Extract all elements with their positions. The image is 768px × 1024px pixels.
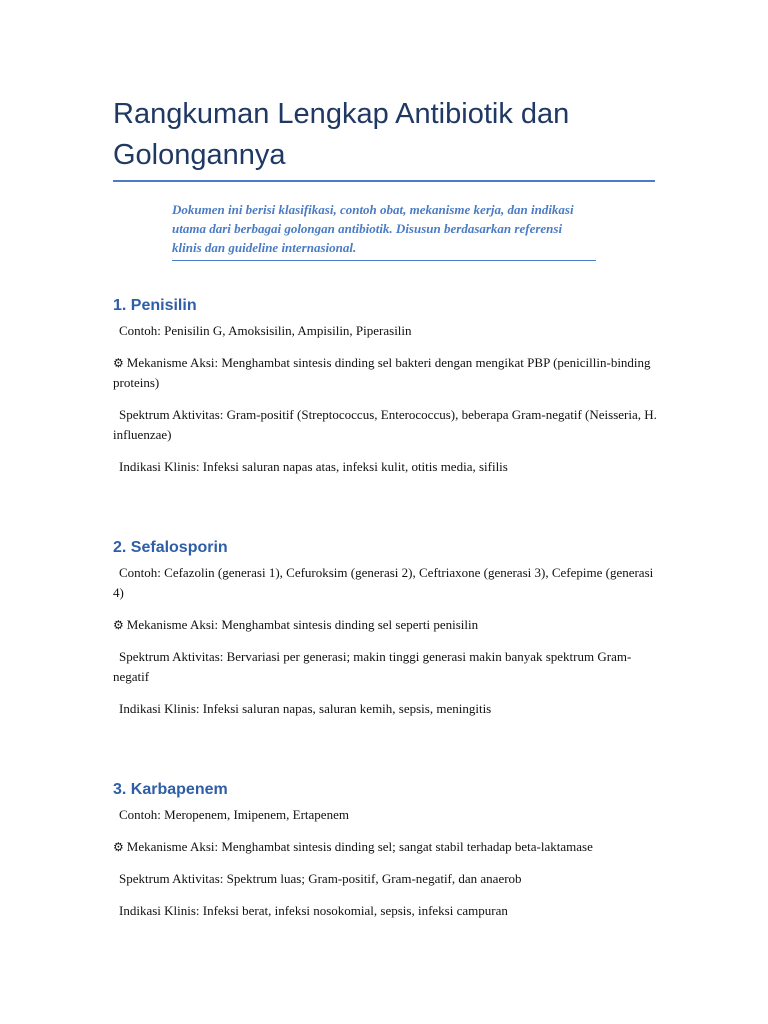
intro-quote: Dokumen ini berisi klasifikasi, contoh obat, mekanisme kerja, dan indikasi utama dari berbagai golongan antibiotik. Disusun berdasarkan referensi klinis dan guideline internasional. bbox=[172, 202, 574, 255]
intro-divider bbox=[172, 260, 596, 261]
spectrum-text: Spektrum Aktivitas: Spektrum luas; Gram-positif, Gram-negatif, dan anaerob bbox=[119, 871, 522, 886]
example-line bbox=[113, 805, 658, 825]
mechanism-text: Mekanisme Aksi: Menghambat sintesis dinding sel bakteri dengan mengikat PBP (penicillin-binding proteins) bbox=[113, 355, 651, 390]
indication-text: Indikasi Klinis: Infeksi saluran napas atas, infeksi kulit, otitis media, sifilis bbox=[119, 459, 508, 474]
section-penisilin bbox=[113, 296, 658, 489]
gear-icon: ⚙ bbox=[113, 840, 124, 854]
indication-line bbox=[113, 901, 658, 921]
gear-icon: ⚙ bbox=[113, 618, 124, 632]
spectrum-line bbox=[113, 405, 658, 445]
mechanism-line bbox=[113, 837, 658, 857]
spectrum-line bbox=[113, 647, 658, 687]
example-text: Contoh: Cefazolin (generasi 1), Cefuroksim (generasi 2), Ceftriaxone (generasi 3), Cefepime (generasi 4) bbox=[113, 565, 654, 600]
title-divider bbox=[113, 180, 655, 182]
section-heading: 2. Sefalosporin bbox=[113, 539, 228, 556]
example-text: Contoh: Penisilin G, Amoksisilin, Ampisilin, Piperasilin bbox=[119, 323, 412, 338]
indication-text: Indikasi Klinis: Infeksi berat, infeksi nosokomial, sepsis, infeksi campuran bbox=[119, 903, 508, 918]
section-karbapenem bbox=[113, 780, 658, 933]
indication-line bbox=[113, 457, 658, 477]
spectrum-text: Spektrum Aktivitas: Gram-positif (Streptococcus, Enterococcus), beberapa Gram-negatif (Neisseria, H. influenzae) bbox=[113, 407, 657, 442]
mechanism-text: Mekanisme Aksi: Menghambat sintesis dinding sel seperti penisilin bbox=[126, 617, 479, 632]
example-line bbox=[113, 321, 658, 341]
indication-text: Indikasi Klinis: Infeksi saluran napas, saluran kemih, sepsis, meningitis bbox=[119, 701, 492, 716]
mechanism-line bbox=[113, 353, 658, 393]
example-text: Contoh: Meropenem, Imipenem, Ertapenem bbox=[119, 807, 349, 822]
indication-line bbox=[113, 699, 658, 719]
section-sefalosporin bbox=[113, 538, 658, 731]
document-title: Rangkuman Lengkap Antibiotik dan Golongannya bbox=[113, 98, 570, 171]
spectrum-text: Spektrum Aktivitas: Bervariasi per generasi; makin tinggi generasi makin banyak spektrum Gram-negatif bbox=[113, 649, 632, 684]
mechanism-line bbox=[113, 615, 658, 635]
example-line bbox=[113, 563, 658, 603]
spectrum-line bbox=[113, 869, 658, 889]
section-heading: 1. Penisilin bbox=[113, 297, 197, 314]
mechanism-text: Mekanisme Aksi: Menghambat sintesis dinding sel; sangat stabil terhadap beta-laktamase bbox=[126, 839, 593, 854]
gear-icon: ⚙ bbox=[113, 356, 124, 370]
section-heading: 3. Karbapenem bbox=[113, 781, 228, 798]
